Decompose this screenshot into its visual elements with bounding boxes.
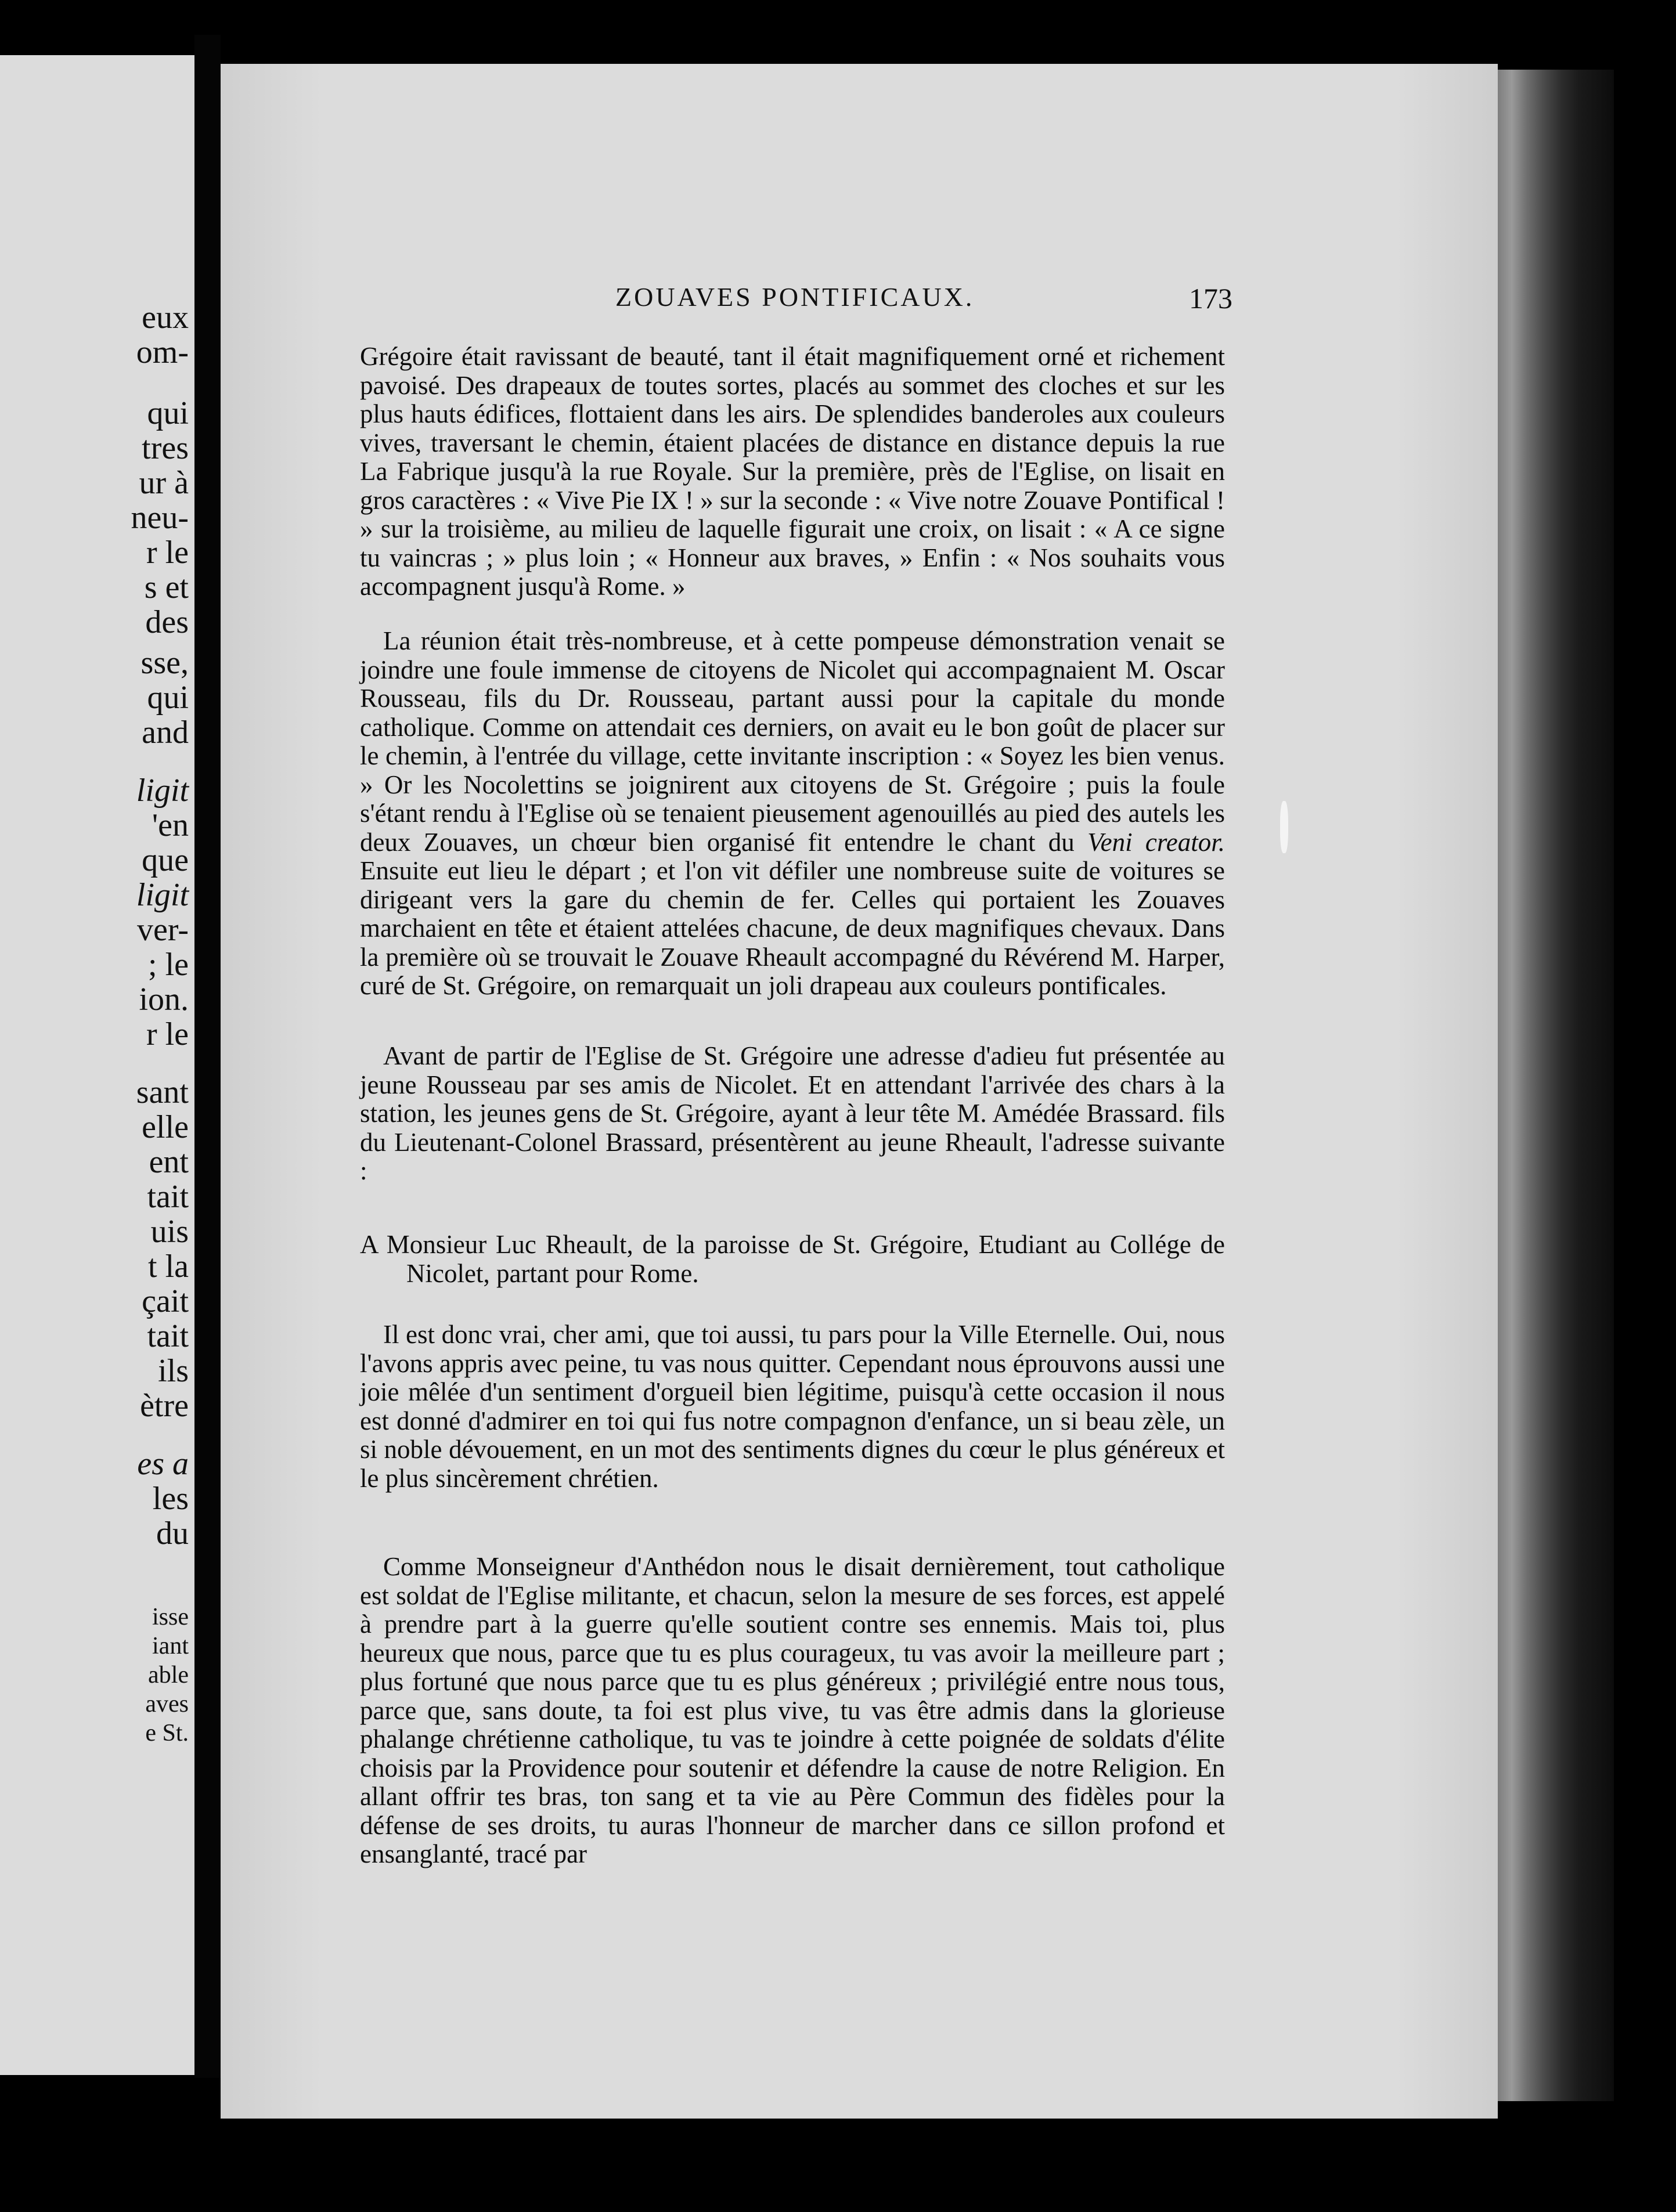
left-page-fragment-text: uis	[150, 1214, 189, 1250]
book-gutter	[194, 35, 221, 2078]
left-page-fragment-text: ion.	[139, 981, 189, 1017]
left-page-fragment-text: du	[156, 1515, 189, 1551]
left-page-fragment-text: ils	[158, 1353, 189, 1389]
paragraph-text: Avant de partir de l'Eglise de St. Grégoire une adresse d'adieu fut présentée au jeune Rousseau par ses amis de Nicolet. Et en attendant l'arrivée des chars à la station, les jeunes gens de St. Grégoire, ayant à leur tête M. Amédée Brassard. fils du Lieutenant-Colonel Brassard, présentèrent au jeune Rheault, l'adresse suivante :	[360, 1041, 1225, 1185]
left-page-fragment-text: able	[148, 1662, 189, 1688]
left-page-fragment-text: çait	[142, 1283, 189, 1319]
left-page-fragment-text: r le	[146, 1016, 189, 1052]
paragraph	[360, 1042, 1225, 1186]
paragraph-text: Ensuite eut lieu le départ ; et l'on vit défiler une nombreuse suite de voitures se dirigeant vers la gare du chemin de fer. Celles qui portaient les Zouaves marchaient en tête et étaient attelées chacune, de deux magnifiques chevaux. Dans la première où se trouvait le Zouave Rheault accompagné du Révérend M. Harper, curé de St. Grégoire, on remarquait un joli drapeau aux couleurs pontificales.	[360, 856, 1225, 1000]
left-page-fragment-text: qui	[147, 680, 189, 716]
left-page-fragment-text: sse,	[140, 645, 189, 681]
left-page-fragment-text: tres	[142, 430, 189, 466]
left-page-fragment-text: om-	[136, 334, 189, 370]
left-page-fragment-text: des	[145, 604, 189, 640]
left-page-fragment-text: aves	[145, 1691, 189, 1717]
left-page-fragment-text: ligit	[136, 877, 189, 913]
left-page-fragment	[0, 55, 194, 2075]
left-page-fragment-text: sant	[136, 1074, 189, 1110]
left-page-fragment-text: isse	[152, 1604, 189, 1630]
left-page-fragment-text: e St.	[145, 1720, 189, 1746]
left-page-fragment-text: tait	[147, 1318, 189, 1354]
left-page-fragment-text: ligit	[136, 773, 189, 809]
left-page-fragment-text: qui	[147, 395, 189, 431]
left-page-fragment-text: ur à	[139, 465, 189, 501]
left-page-fragment-text: ver-	[136, 912, 189, 948]
left-page-fragment-text: iant	[152, 1633, 189, 1659]
left-page-fragment-text: r le	[146, 535, 189, 571]
paragraph-text: Grégoire était ravissant de beauté, tant il était magnifiquement orné et richement pavoisé. Des drapeaux de toutes sortes, placés au sommet des cloches et sur les plus hauts édifices, flottaient dans les airs. De splendides banderoles aux couleurs vives, traversant le chemin, étaient placées de distance en distance depuis la rue La Fabrique jusqu'à la rue Royale. Sur la première, près de l'Eglise, on lisait en gros caractères : « Vive Pie IX ! » sur la seconde : « Vive notre Zouave Pontifical ! » sur la troisième, au milieu de laquelle figurait une croix, on lisait : « A ce signe tu vaincras ; » plus loin ; « Honneur aux braves, » Enfin : « Nos souhaits vous accompagnent jusqu'à Rome. »	[360, 342, 1225, 601]
paragraph	[360, 1320, 1225, 1493]
left-page-fragment-text: ètre	[140, 1388, 189, 1424]
paragraph-text: La réunion était très-nombreuse, et à cette pompeuse démonstration venait se joindre une foule immense de citoyens de Nicolet qui accompagnaient M. Oscar Rousseau, fils du Dr. Rousseau, partant aussi pour la capitale du monde catholique. Comme on attendait ces derniers, on avait eu le bon goût de placer sur le chemin, à l'entrée du village, cette invitante inscription : « Soyez les bien venus. » Or les Nocolettins se joignirent aux citoyens de St. Grégoire ; puis la foule s'étant rendu à l'Eglise où se tenaient pieusement agenouillés au pied des autels les deux Zouaves, un chœur bien organisé fit entendre le chant du	[360, 626, 1225, 857]
running-head: ZOUAVES PONTIFICAUX.	[615, 282, 975, 312]
left-page-fragment-text: s et	[144, 569, 189, 605]
left-page-fragment-text: elle	[142, 1109, 189, 1145]
page-edges	[1498, 70, 1614, 2101]
left-page-fragment-text: les	[152, 1481, 189, 1517]
left-page-fragment-text: neu-	[131, 500, 189, 536]
paragraph-text: Il est donc vrai, cher ami, que toi aussi, tu pars pour la Ville Eternelle. Oui, nous l'avons appris avec peine, tu vas nous quitter. Cependant nous éprouvons aussi une joie mêlée d'un sentiment d'orgueil bien légitime, puisqu'à cette occasion il nous est donné d'admirer en toi qui fus notre compagnon d'enfance, un si beau zèle, un si noble dévouement, en un mot des sentiments dignes du cœur le plus généreux et le plus sincèrement chrétien.	[360, 1320, 1225, 1493]
italic-title: Veni creator.	[1087, 827, 1225, 857]
address-heading: A Monsieur Luc Rheault, de la paroisse de St. Grégoire, Etudiant au Collége de Nicolet, partant pour Rome.	[360, 1230, 1225, 1288]
paragraph	[360, 627, 1225, 1001]
left-page-fragment-text: ent	[149, 1144, 189, 1180]
left-page-fragment-text: que	[142, 842, 189, 878]
left-page-fragment-text: es a	[137, 1446, 189, 1482]
left-page-fragment-text: 'en	[152, 807, 189, 843]
left-page-fragment-text: tait	[147, 1179, 189, 1215]
paragraph	[360, 342, 1225, 601]
left-page-fragment-text: and	[142, 715, 189, 750]
left-page-fragment-text: ; le	[148, 947, 189, 983]
page-number: 173	[1189, 282, 1232, 315]
paragraph	[360, 1553, 1225, 1869]
paragraph-text: Comme Monseigneur d'Anthédon nous le disait dernièrement, tout catholique est soldat de l'Eglise militante, et chacun, selon la mesure de ses forces, est appelé à prendre part à la guerre qu'elle soutient contre ses ennemis. Mais toi, plus heureux que nous, parce que tu es plus courageux, tu vas avoir la meilleure part ; plus fortuné que nous parce que tu es plus généreux ; privilégié entre nous tous, parce que, sans doute, ta foi est plus vive, tu vas être admis dans la glorieuse phalange chrétienne catholique, tu vas te joindre à cette poignée de soldats d'élite choisis par la Providence pour soutenir et défendre la cause de notre Religion. En allant offrir tes bras, ton sang et ta vie au Père Commun des fidèles pour la défense de ses droits, tu auras l'honneur de marcher dans ce sillon profond et ensanglanté, tracé par	[360, 1552, 1225, 1868]
scan-artifact	[1280, 801, 1288, 853]
left-page-fragment-text: t la	[148, 1248, 189, 1284]
left-page-fragment-text: eux	[142, 299, 189, 335]
